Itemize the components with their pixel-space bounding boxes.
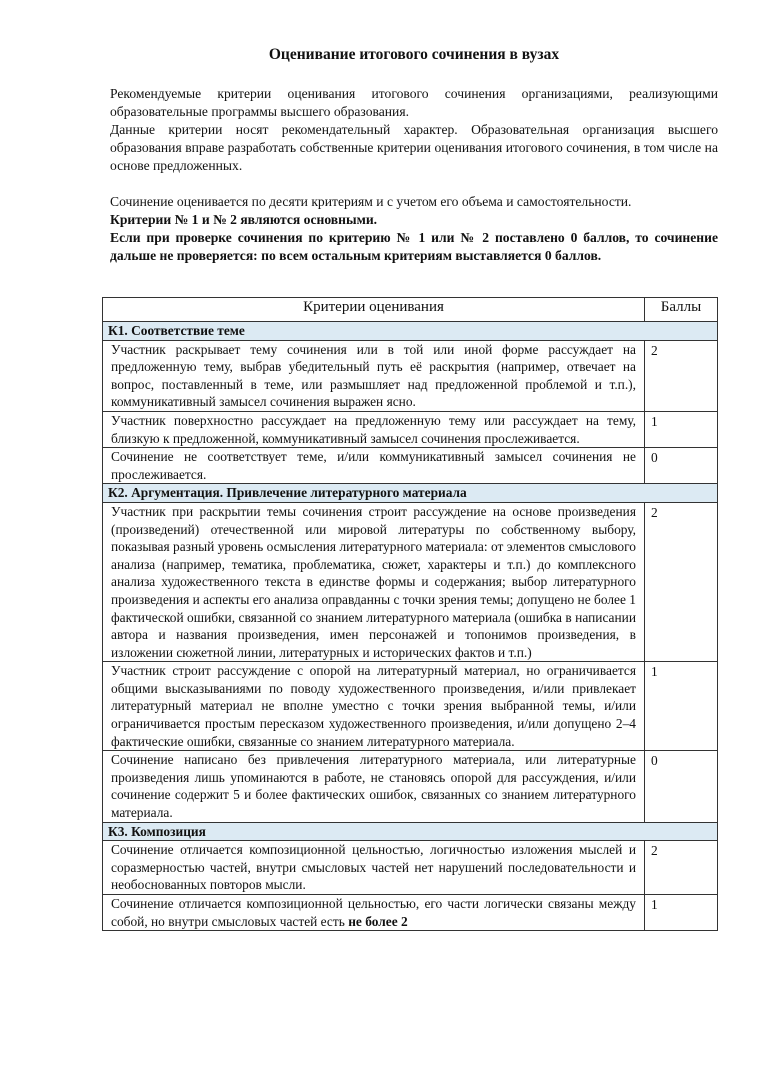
criterion-text-part: Сочинение отличается композиционной цельностью, его части логически связаны между собой, но внутри смысловых частей есть	[111, 896, 636, 929]
criterion-text: Участник строит рассуждение с опорой на литературный материал, но ограничивается общими высказываниями по поводу художественного произведения, и/или привлекает литературный материал не вполне уместно с точки зрения выбранной темы, и/или ограничивается простым пересказом художественного произведения, и/или допущено 2–4 фактические ошибки, связанные со знанием литературного материала.	[103, 662, 645, 751]
section-row-k3	[103, 822, 718, 841]
intro-zero-rule: Если при проверке сочинения по критерию № 1 или № 2 поставлено 0 баллов, то сочинение дальше не проверяется: по всем остальным критериям выставляется 0 баллов.	[110, 230, 718, 263]
section-row-k2	[103, 484, 718, 503]
criterion-text: Участник поверхностно рассуждает на предложенную тему или рассуждает на тему, близкую к предложенной, коммуникативный замысел сочинения прослеживается.	[103, 411, 645, 447]
table-row	[103, 751, 718, 822]
criteria-table	[102, 297, 718, 931]
section-title-k1: К1. Соответствие теме	[103, 322, 718, 341]
criterion-score: 2	[645, 340, 718, 411]
criterion-text-bold: не более 2	[348, 913, 408, 929]
criterion-score: 0	[645, 751, 718, 822]
criterion-text: Сочинение отличается композиционной цельностью, логичностью изложения мыслей и соразмерностью частей, внутри смысловых частей нет нарушений последовательности и необоснованных повторов мысли.	[103, 841, 645, 895]
table-row	[103, 502, 718, 661]
criterion-text: Участник раскрывает тему сочинения или в той или иной форме рассуждает на предложенную тему, выбрав убедительный путь её раскрытия (например, отвечает на вопрос, поставленный в теме, или размышляет над предложенной проблемой и т.п.), коммуникативный замысел сочинения выражен ясно.	[103, 340, 645, 411]
criterion-score: 1	[645, 411, 718, 447]
criterion-score: 2	[645, 502, 718, 661]
table-row	[103, 448, 718, 484]
table-row	[103, 895, 718, 931]
document-title: Оценивание итогового сочинения в вузах	[268, 46, 560, 63]
table-row	[103, 411, 718, 447]
intro-paragraph-3: Сочинение оценивается по десяти критериям и с учетом его объема и самостоятельности.	[110, 194, 632, 209]
header-criteria: Критерии оценивания	[103, 298, 645, 322]
table-header-row	[103, 298, 718, 322]
criterion-text: Сочинение написано без привлечения литературного материала, или литературные произведения лишь упоминаются в работе, не становясь опорой для рассуждения, и/или сочинение содержит 5 и более фактических ошибок, связанных со знанием литературного материала.	[103, 751, 645, 822]
criterion-text	[103, 895, 645, 931]
criterion-text: Сочинение не соответствует теме, и/или коммуникативный замысел сочинения не прослеживается.	[103, 448, 645, 484]
document-page	[110, 40, 718, 265]
criterion-score: 2	[645, 841, 718, 895]
criterion-score: 1	[645, 662, 718, 751]
section-title-k2: К2. Аргументация. Привлечение литературного материала	[103, 484, 718, 503]
intro-main-criteria: Критерии № 1 и № 2 являются основными.	[110, 212, 378, 227]
intro-paragraph-2: Данные критерии носят рекомендательный характер. Образовательная организация высшего образования вправе разработать собственные критерии оценивания итогового сочинения, в том числе на основе предложенных.	[110, 122, 718, 173]
table-row	[103, 340, 718, 411]
section-row-k1	[103, 322, 718, 341]
criterion-score: 1	[645, 895, 718, 931]
criterion-text: Участник при раскрытии темы сочинения строит рассуждение на основе произведения (произведений) отечественной или мировой литературы по собственному выбору, показывая разный уровень осмысления литературного материала: от элементов смыслового анализа (например, тематика, проблематика, сюжет, характеры и т.п.) до комплексного анализа художественного текста в единстве формы и содержания; выбор литературного произведения и аспекты его анализа оправданны с точки зрения темы; допущено не более 1 фактической ошибки, связанной со знанием литературного материала (ошибка в написании автора и названия произведения, имен персонажей и топонимов произведения, в изложении сюжетной линии, литературных и исторических фактов и т.п.)	[103, 502, 645, 661]
header-points: Баллы	[645, 298, 718, 322]
intro-paragraph-1: Рекомендуемые критерии оценивания итогового сочинения организациями, реализующими образовательные программы высшего образования.	[110, 86, 718, 119]
criterion-score: 0	[645, 448, 718, 484]
table-row	[103, 841, 718, 895]
section-title-k3: К3. Композиция	[103, 822, 718, 841]
table-row	[103, 662, 718, 751]
